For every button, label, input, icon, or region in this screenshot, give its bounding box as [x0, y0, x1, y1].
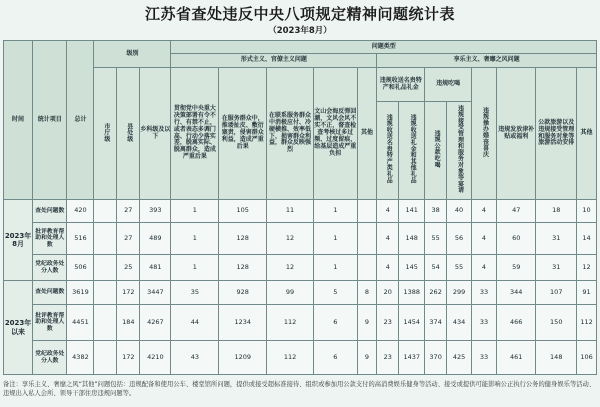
cell-township: 4210 [140, 341, 171, 375]
cell-h1b: 1388 [399, 281, 425, 305]
cell-h1b: 148 [399, 223, 425, 255]
header-hedonism-weddings: 违规操办婚丧喜庆 [472, 68, 497, 200]
header-formalism-3: 在联系服务群众中消极应付、冷硬横推、效率低下，损害群众利益，群众反映强烈 [267, 68, 314, 200]
page-title: 江苏省查处违反中央八项规定精神问题统计表 [144, 5, 455, 23]
cell-h2b: 299 [447, 281, 472, 305]
cell-f-other [357, 255, 377, 281]
cell-h4: 344 [496, 281, 536, 305]
cell-f4: 1 [313, 255, 357, 281]
footnote: 备注：享乐主义、奢靡之风“其他”问题包括：违规配备和使用公车、楼堂馆所问题，提供或接受超标准接待、组织或参加用公款支付的高消费娱乐健身等活动、接受或提供可能影响公正执行公务的健身娱乐等活动、违规出入私人会所、领导干部住房违规问题等。 [3, 381, 596, 398]
page-subtitle: （2023年8月） [268, 26, 332, 36]
cell-h2a: 370 [425, 341, 447, 375]
cell-h1a: 23 [377, 305, 399, 341]
cell-h1b: 1454 [399, 305, 425, 341]
cell-county: 27 [117, 200, 140, 223]
cell-h-other: 12 [577, 255, 597, 281]
cell-county: 27 [117, 223, 140, 255]
table-row [4, 305, 597, 341]
cell-f1: 35 [171, 281, 219, 305]
cell-h1a: 4 [377, 255, 399, 281]
cell-h2b: 40 [447, 200, 472, 223]
header-formalism: 形式主义、官僚主义问题 [171, 54, 377, 68]
cell-h4: 60 [496, 223, 536, 255]
cell-city [94, 200, 117, 223]
cell-h1a: 4 [377, 223, 399, 255]
period-label: 2023年8月 [4, 200, 33, 281]
cell-township: 481 [140, 255, 171, 281]
header-dining-accept: 违规接受管理和服务对象等宴请 [447, 102, 472, 200]
cell-f3: 12 [267, 223, 314, 255]
cell-h-other: 106 [577, 341, 597, 375]
cell-h4: 59 [496, 255, 536, 281]
cell-city [94, 341, 117, 375]
cell-county: 184 [117, 305, 140, 341]
cell-h4: 47 [496, 200, 536, 223]
cell-f2: 128 [219, 255, 267, 281]
header-hedonism-dining: 违规吃喝 [425, 68, 472, 102]
cell-f1: 43 [171, 341, 219, 375]
cell-h3: 4 [472, 255, 497, 281]
cell-county: 172 [117, 281, 140, 305]
cell-h5: 150 [536, 305, 577, 341]
cell-f4: 1 [313, 200, 357, 223]
cell-h1a: 4 [377, 200, 399, 223]
cell-f-other [357, 223, 377, 255]
cell-f-other: 9 [357, 305, 377, 341]
cell-township: 489 [140, 223, 171, 255]
cell-f-other [357, 200, 377, 223]
cell-total: 3619 [67, 281, 94, 305]
cell-township: 3447 [140, 281, 171, 305]
cell-f1: 1 [171, 200, 219, 223]
header-county-level: 县处级 [117, 68, 140, 200]
cell-h3: 4 [472, 223, 497, 255]
cell-h-other: 91 [577, 281, 597, 305]
header-hedonism-other: 其他 [577, 68, 597, 200]
header-problem-type: 问题类型 [171, 41, 597, 54]
cell-h1b: 145 [399, 255, 425, 281]
header-formalism-1: 贯彻党中央重大决策部署有令不行、有禁不止，或者表态多调门高、行动少落实差，脱离实际、脱离群众，造成严重后果 [171, 68, 219, 200]
cell-total: 506 [67, 255, 94, 281]
cell-f2: 105 [219, 200, 267, 223]
header-city-level: 市厅级 [94, 68, 117, 200]
cell-h3: 33 [472, 341, 497, 375]
cell-city [94, 223, 117, 255]
header-formalism-other: 其他 [357, 68, 377, 200]
cell-f4: 1 [313, 223, 357, 255]
cell-county: 172 [117, 341, 140, 375]
cell-f4: 6 [313, 305, 357, 341]
cell-f1: 44 [171, 305, 219, 341]
header-hedonism-travel: 公款旅游以及违规接受管理和服务对象等旅游活动安排 [536, 68, 577, 200]
cell-f4: 6 [313, 341, 357, 375]
cell-h3: 4 [472, 200, 497, 223]
row-label: 党纪政务处分人数 [33, 255, 67, 281]
cell-h2a: 38 [425, 200, 447, 223]
cell-h3: 33 [472, 305, 497, 341]
header-total: 总计 [67, 41, 94, 200]
cell-f3: 12 [267, 255, 314, 281]
table-row [4, 281, 597, 305]
cell-h-other: 10 [577, 200, 597, 223]
cell-h2b: 56 [447, 223, 472, 255]
cell-h2a: 262 [425, 281, 447, 305]
cell-h2b: 425 [447, 341, 472, 375]
cell-f3: 11 [267, 200, 314, 223]
cell-f1: 1 [171, 223, 219, 255]
table-row [4, 341, 597, 375]
cell-h1b: 141 [399, 200, 425, 223]
cell-total: 420 [67, 200, 94, 223]
cell-h1a: 23 [377, 341, 399, 375]
cell-total: 4382 [67, 341, 94, 375]
cell-city [94, 281, 117, 305]
header-formalism-2: 在服务群众中，推诿扯皮、敷衍塞责，侵害群众利益，造成严重后果 [219, 68, 267, 200]
cell-h2b: 55 [447, 255, 472, 281]
cell-township: 393 [140, 200, 171, 223]
cell-h1a: 20 [377, 281, 399, 305]
header-hedonism-gifts: 违规收送名贵特产和礼品礼金 [377, 68, 425, 102]
cell-township: 4267 [140, 305, 171, 341]
cell-f-other: 9 [357, 341, 377, 375]
cell-h5: 148 [536, 341, 577, 375]
cell-f2: 1209 [219, 341, 267, 375]
cell-f2: 128 [219, 223, 267, 255]
cell-h1b: 1437 [399, 341, 425, 375]
row-label: 查处问题数 [33, 281, 67, 305]
cell-h4: 466 [496, 305, 536, 341]
table-row [4, 200, 597, 223]
cell-total: 516 [67, 223, 94, 255]
cell-h2a: 55 [425, 223, 447, 255]
row-label: 批评教育帮助和处理人数 [33, 305, 67, 341]
cell-f3: 112 [267, 305, 314, 341]
cell-h2b: 434 [447, 305, 472, 341]
cell-f2: 1234 [219, 305, 267, 341]
header-level: 级别 [94, 41, 171, 68]
cell-h3: 33 [472, 281, 497, 305]
cell-city [94, 255, 117, 281]
cell-f3: 99 [267, 281, 314, 305]
cell-f4: 5 [313, 281, 357, 305]
table-row [4, 223, 597, 255]
period-label: 2023年以来 [4, 281, 33, 375]
cell-city [94, 305, 117, 341]
header-township-level: 乡科级及以下 [140, 68, 171, 200]
cell-h5: 18 [536, 200, 577, 223]
cell-h-other: 14 [577, 223, 597, 255]
statistics-table [3, 40, 597, 375]
cell-h5: 31 [536, 223, 577, 255]
row-label: 党纪政务处分人数 [33, 341, 67, 375]
table-row [4, 255, 597, 281]
cell-f2: 928 [219, 281, 267, 305]
row-label: 查处问题数 [33, 200, 67, 223]
header-hedonism: 享乐主义、奢靡之风问题 [377, 54, 597, 68]
header-gifts-cash: 违规收送礼金和其他礼品 [399, 102, 425, 200]
cell-f-other: 8 [357, 281, 377, 305]
header-time: 时间 [4, 41, 33, 200]
row-label: 批评教育帮助和处理人数 [33, 223, 67, 255]
cell-h5: 107 [536, 281, 577, 305]
header-gifts-specialty: 违规收送名贵特产类礼品 [377, 102, 399, 200]
header-hedonism-allowances: 违规发放津补贴或福利 [496, 68, 536, 200]
cell-h-other: 112 [577, 305, 597, 341]
cell-county: 25 [117, 255, 140, 281]
cell-h5: 31 [536, 255, 577, 281]
header-item: 统计项目 [33, 41, 67, 200]
cell-f3: 112 [267, 341, 314, 375]
header-dining-public: 违规公款吃喝 [425, 102, 447, 200]
cell-h2a: 374 [425, 305, 447, 341]
cell-f1: 1 [171, 255, 219, 281]
cell-h2a: 54 [425, 255, 447, 281]
cell-total: 4451 [67, 305, 94, 341]
cell-h4: 461 [496, 341, 536, 375]
header-formalism-4: 文山会海反弹回潮，文风会风不实不正，督查检查考核过多过频、过度留痕，给基层造成严重负担 [313, 68, 357, 200]
